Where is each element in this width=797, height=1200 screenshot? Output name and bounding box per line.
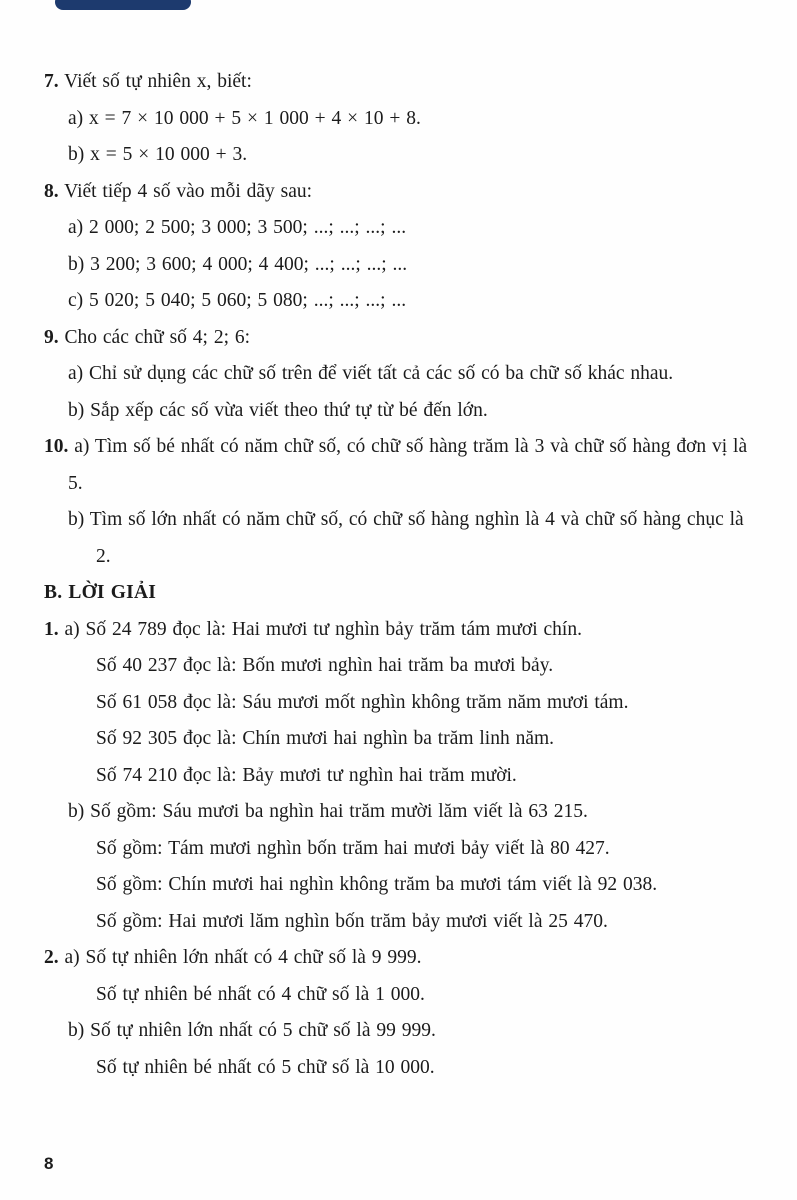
item-label: 8. — [44, 180, 59, 202]
item-text: a) x = 7 × 10 000 + 5 × 1 000 + 4 × 10 + 8. — [68, 107, 421, 129]
text-line — [68, 502, 755, 575]
item-label: 7. — [44, 71, 59, 92]
item-text: b) Số tự nhiên lớn nhất có 5 chữ số là 99 999. — [68, 1020, 436, 1041]
text-line — [44, 429, 755, 502]
text-line — [44, 612, 755, 649]
text-line — [68, 137, 755, 174]
item-text: Số 40 237 đọc là: Bốn mươi nghìn hai trăm ba mươi bảy. — [96, 655, 554, 676]
item-label: 10. — [44, 436, 69, 457]
text-line — [44, 174, 755, 211]
text-line — [44, 320, 755, 357]
text-line — [96, 721, 755, 758]
page-number: 8 — [44, 1154, 54, 1173]
text-line — [68, 247, 755, 284]
text-line — [68, 393, 755, 430]
item-text: Số gồm: Hai mươi lăm nghìn bốn trăm bảy mươi viết là 25 470. — [96, 910, 608, 932]
text-line — [44, 64, 755, 101]
item-text: b) Sắp xếp các số vừa viết theo thứ tự từ bé đến lớn. — [68, 399, 488, 421]
item-label: 1. — [44, 618, 59, 640]
text-line — [68, 794, 755, 831]
item-text: Viết số tự nhiên x, biết: — [64, 71, 252, 92]
item-text: Số 74 210 đọc là: Bảy mươi tư nghìn hai trăm mười. — [96, 764, 517, 786]
item-label: B. LỜI GIẢI — [44, 582, 157, 603]
text-line — [68, 283, 755, 320]
item-text: Số 61 058 đọc là: Sáu mươi mốt nghìn không trăm năm mươi tám. — [96, 691, 629, 713]
text-line — [96, 1050, 755, 1087]
page-content — [44, 64, 755, 1086]
text-line — [96, 977, 755, 1014]
text-line — [96, 758, 755, 795]
item-text: a) 2 000; 2 500; 3 000; 3 500; ...; ...; ...; ... — [68, 217, 407, 238]
item-text: b) Số gồm: Sáu mươi ba nghìn hai trăm mười lăm viết là 63 215. — [68, 801, 588, 822]
text-line — [96, 685, 755, 722]
item-text: b) x = 5 × 10 000 + 3. — [68, 144, 248, 165]
item-text: Số gồm: Chín mươi hai nghìn không trăm ba mươi tám viết là 92 038. — [96, 874, 658, 895]
text-line — [96, 867, 755, 904]
item-text: Số gồm: Tám mươi nghìn bốn trăm hai mươi bảy viết là 80 427. — [96, 837, 610, 859]
item-text: a) Chỉ sử dụng các chữ số trên để viết tất cả các số có ba chữ số khác nhau. — [68, 363, 674, 384]
text-line — [96, 831, 755, 868]
text-line — [68, 1013, 755, 1050]
text-line — [68, 101, 755, 138]
text-line — [44, 940, 755, 977]
item-text: Viết tiếp 4 số vào mỗi dãy sau: — [64, 180, 313, 202]
item-text: a) Số tự nhiên lớn nhất có 4 chữ số là 9 999. — [64, 947, 422, 968]
item-label: 2. — [44, 947, 59, 968]
text-line — [68, 210, 755, 247]
text-line — [68, 356, 755, 393]
item-text: Cho các chữ số 4; 2; 6: — [64, 326, 251, 348]
item-label: 9. — [44, 326, 59, 348]
item-text: c) 5 020; 5 040; 5 060; 5 080; ...; ...; ...; ... — [68, 290, 407, 311]
section-heading — [44, 575, 755, 612]
text-line — [96, 648, 755, 685]
header-bar-fragment — [55, 0, 191, 10]
item-text: b) 3 200; 3 600; 4 000; 4 400; ...; ...; ...; ... — [68, 253, 408, 275]
item-text: a) Tìm số bé nhất có năm chữ số, có chữ số hàng trăm là 3 và chữ số hàng đơn vị là 5. — [68, 436, 748, 494]
item-text: Số tự nhiên bé nhất có 5 chữ số là 10 000. — [96, 1056, 435, 1078]
text-line — [96, 904, 755, 941]
item-text: Số 92 305 đọc là: Chín mươi hai nghìn ba trăm linh năm. — [96, 728, 555, 749]
item-text: Số tự nhiên bé nhất có 4 chữ số là 1 000. — [96, 983, 425, 1005]
item-text: a) Số 24 789 đọc là: Hai mươi tư nghìn bảy trăm tám mươi chín. — [64, 618, 582, 640]
item-text: b) Tìm số lớn nhất có năm chữ số, có chữ số hàng nghìn là 4 và chữ số hàng chục là 2. — [68, 509, 744, 567]
